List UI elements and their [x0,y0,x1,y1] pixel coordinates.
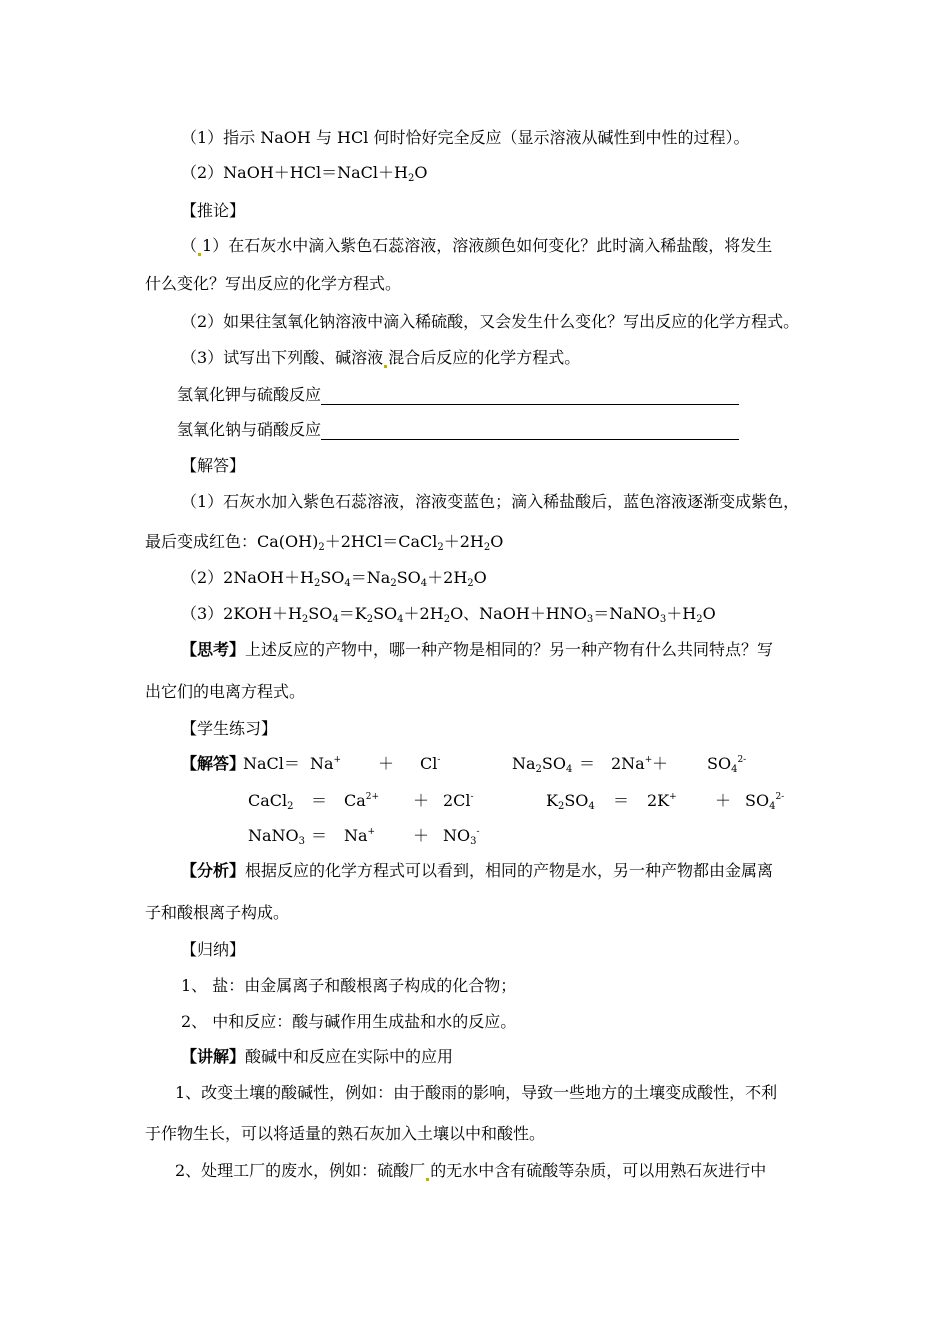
text-line: 【分析】根据反应的化学方程式可以看到，相同的产物是水，另一种产物都由金属离 [181,861,774,880]
text-line: 1、改变土壤的酸碱性，例如：由于酸雨的影响，导致一些地方的土壤变成酸性，不利 [175,1083,778,1102]
answer-blank [321,422,739,440]
ion-equation-row: 【解答】 NaCl＝ Na+ ＋ Cl- $Na_2SO_4$ ＝ 2Na+ ＋ $SO_4^{2-}$ [181,754,747,775]
ion-equation-row: CaCl$_2$ ＝ $Ca^{2+}$ ＋ 2Cl- $K_2SO_4$ ＝ 2K+ ＋ $SO_4^{2-}$ [248,791,785,812]
text-line: （1）指示 NaOH 与 HCl 何时恰好完全反应（显示溶液从碱性到中性的过程）。 [181,128,750,147]
text-line: 2、处理工厂的废水，例如：硫酸厂 的无水中含有硫酸等杂质，可以用熟石灰进行中 [175,1161,767,1180]
text-line: 1、 盐：由金属离子和酸根离子构成的化合物； [181,976,517,995]
text-line: 【讲解】酸碱中和反应在实际中的应用 [181,1047,454,1066]
mark-dot [384,365,387,368]
text-line: $(2)NaOH+HCl=NaCl+H_2O$ [181,163,428,184]
text-line: 什么变化？写出反应的化学方程式。 [145,274,402,293]
ion-equation-row: NaNO$_3$ ＝ Na+ ＋ $NO_3^-$ [248,826,480,847]
fill-in-line: 氢氧化钾与硫酸反应 [177,385,739,405]
text-line: 子和酸根离子构成。 [145,903,290,922]
text-line: 【思考】上述反应的产物中，哪一种产物是相同的？另一种产物有什么共同特点？写 [181,640,774,659]
section-heading: 【解答】 [181,456,246,475]
fill-in-line: 氢氧化钠与硝酸反应 [177,420,739,440]
section-heading: 【推论】 [181,201,246,220]
mark-dot [426,1178,429,1181]
text-line: 出它们的电离方程式。 [145,682,306,701]
text-line: 2、 中和反应：酸与碱作用生成盐和水的反应。 [181,1012,517,1031]
text-line: （3）试写出下列酸、碱溶液 混合后反应的化学方程式。 [181,348,581,367]
text-line: 于作物生长，可以将适量的熟石灰加入土壤以中和酸性。 [145,1124,546,1143]
text-line: 最后变成红色：$Ca(OH)_2+2HCl=CaCl_2+2H_2O$ [145,532,504,553]
text-line: （2）如果往氢氧化钠溶液中滴入稀硫酸，又会发生什么变化？写出反应的化学方程式。 [181,312,800,331]
text-line: （1）石灰水加入紫色石蕊溶液，溶液变蓝色；滴入稀盐酸后，蓝色溶液逐渐变成紫色， [181,492,800,511]
text-line: $(3)2KOH+H_2SO_4=K_2SO_4+2H_2O$、$NaOH+HNO_3=NaNO_3+H_2O$ [181,604,716,625]
mark-dot [198,253,201,256]
section-heading: 【学生练习】 [181,719,278,738]
text-line: $(2)2NaOH+H_2SO_4=Na_2SO_4+2H_2O$ [181,568,487,589]
section-heading: 【归纳】 [181,940,246,959]
text-line: （ 1）在石灰水中滴入紫色石蕊溶液，溶液颜色如何变化？此时滴入稀盐酸，将发生 [181,236,773,255]
answer-blank [321,387,739,405]
